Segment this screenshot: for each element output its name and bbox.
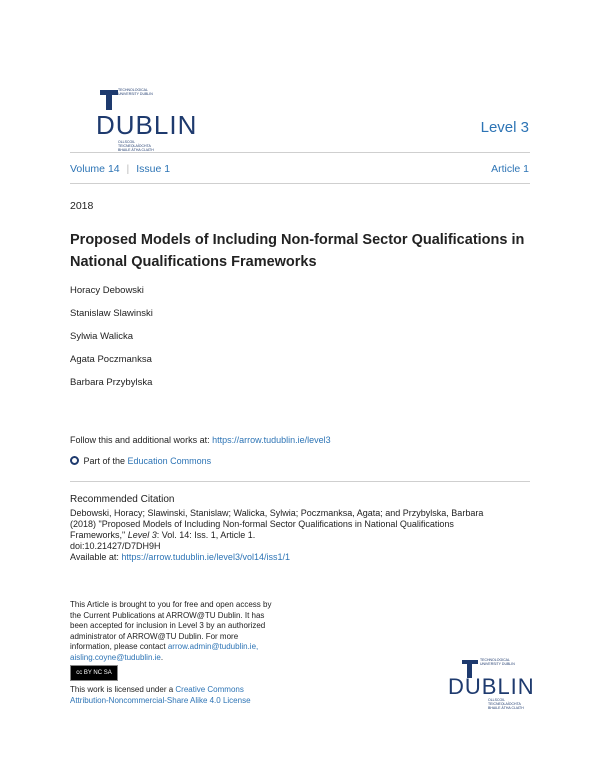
commons-icon bbox=[70, 456, 79, 465]
coyne-email-link[interactable]: aisling.coyne@tudublin.ie bbox=[70, 652, 161, 662]
follow-line bbox=[70, 435, 331, 446]
follow-link[interactable]: https://arrow.tudublin.ie/level3 bbox=[212, 435, 331, 445]
education-commons-link[interactable]: Education Commons bbox=[127, 456, 212, 466]
citation-line-2: (2018) "Proposed Models of Including Non-formal Sector Qualifications in National Qualifications bbox=[70, 519, 454, 529]
access-line-6-post: . bbox=[160, 652, 164, 662]
access-statement bbox=[70, 600, 300, 663]
access-line-1: This Article is brought to you for free and open access by bbox=[70, 600, 272, 609]
citation-heading: Recommended Citation bbox=[70, 494, 175, 505]
author-3[interactable]: Sylwia Walicka bbox=[70, 331, 133, 342]
access-line-5 bbox=[70, 642, 300, 653]
logo-t-stem bbox=[106, 90, 112, 110]
issue-separator: | bbox=[126, 163, 130, 175]
issue-line bbox=[70, 163, 170, 175]
article-title[interactable] bbox=[70, 229, 540, 273]
license-text bbox=[70, 685, 251, 706]
license-line-1 bbox=[70, 685, 251, 696]
tu-dublin-logo bbox=[82, 84, 212, 154]
author-1[interactable]: Horacy Debowski bbox=[70, 285, 144, 296]
title-line-1: Proposed Models of Including Non-formal Sector Qualifications in bbox=[70, 232, 525, 248]
license-line-1-pre: This work is licensed under a bbox=[70, 685, 176, 694]
author-5[interactable]: Barbara Przybylska bbox=[70, 377, 153, 388]
tu-dublin-logo-bottom bbox=[444, 656, 544, 708]
citation-line-3-pre: Frameworks," bbox=[70, 530, 128, 540]
license-line-2-link[interactable]: Attribution-Noncommercial-Share Alike 4.0 License bbox=[70, 695, 251, 705]
citation-block bbox=[70, 508, 540, 563]
available-link[interactable]: https://arrow.tudublin.ie/level3/vol14/iss1/1 bbox=[121, 552, 290, 562]
access-line-3: been accepted for inclusion in Level 3 by an authorized bbox=[70, 621, 266, 630]
issue-link[interactable]: Issue 1 bbox=[136, 163, 171, 175]
access-line-5-pre: information, please contact bbox=[70, 642, 168, 651]
commons-prefix: Part of the bbox=[83, 456, 128, 466]
logo-bottom-word: DUBLIN bbox=[448, 674, 535, 699]
admin-email-link[interactable]: arrow.admin@tudublin.ie, bbox=[167, 642, 259, 651]
article-link[interactable]: Article 1 bbox=[491, 163, 529, 175]
logo-bottom-fine-text-top: TECHNOLOGICAL UNIVERSITY DUBLIN bbox=[480, 658, 515, 666]
citation-available bbox=[70, 552, 540, 563]
citation-line-3-post: : Vol. 14: Iss. 1, Article 1. bbox=[156, 530, 256, 540]
access-line-4: administrator of ARROW@TU Dublin. For more bbox=[70, 631, 239, 641]
creative-commons-link[interactable]: Creative Commons bbox=[175, 685, 244, 694]
logo-fine-text-bottom: OLLSCOIL TEICNEOLAÍOCHTA BHAILE ÁTHA CLIATH bbox=[118, 140, 154, 152]
citation-divider bbox=[70, 481, 530, 482]
logo-fine-text-top: TECHNOLOGICAL UNIVERSITY DUBLIN bbox=[118, 88, 153, 96]
author-2[interactable]: Stanislaw Slawinski bbox=[70, 308, 153, 319]
author-4[interactable]: Agata Poczmanksa bbox=[70, 354, 152, 365]
cc-license-badge[interactable]: cc BY NC SA bbox=[70, 665, 118, 681]
publication-year: 2018 bbox=[70, 200, 94, 212]
available-prefix: Available at: bbox=[70, 552, 122, 562]
follow-text: Follow this and additional works at: bbox=[70, 435, 213, 445]
logo-word: DUBLIN bbox=[96, 110, 198, 140]
citation-line-1: Debowski, Horacy; Slawinski, Stanislaw; Walicka, Sylwia; Poczmanksa, Agata; and Przybylska, Barbara bbox=[70, 508, 484, 518]
access-line-2: the Current Publications at ARROW@TU Dublin. It has bbox=[70, 610, 265, 620]
citation-doi: doi:10.21427/D7DH9H bbox=[70, 541, 161, 551]
volume-link[interactable]: Volume 14 bbox=[70, 163, 120, 175]
logo-bottom-fine-text-bottom: OLLSCOIL TEICNEOLAÍOCHTA BHAILE ÁTHA CLIATH bbox=[488, 698, 524, 710]
access-line-6 bbox=[70, 653, 300, 664]
citation-line-3 bbox=[70, 530, 540, 541]
header-divider bbox=[70, 152, 530, 153]
commons-line bbox=[70, 456, 211, 467]
citation-journal: Level 3 bbox=[127, 530, 157, 540]
journal-name[interactable]: Level 3 bbox=[480, 119, 529, 136]
title-line-2: National Qualifications Frameworks bbox=[70, 254, 317, 270]
issue-divider bbox=[70, 183, 530, 184]
